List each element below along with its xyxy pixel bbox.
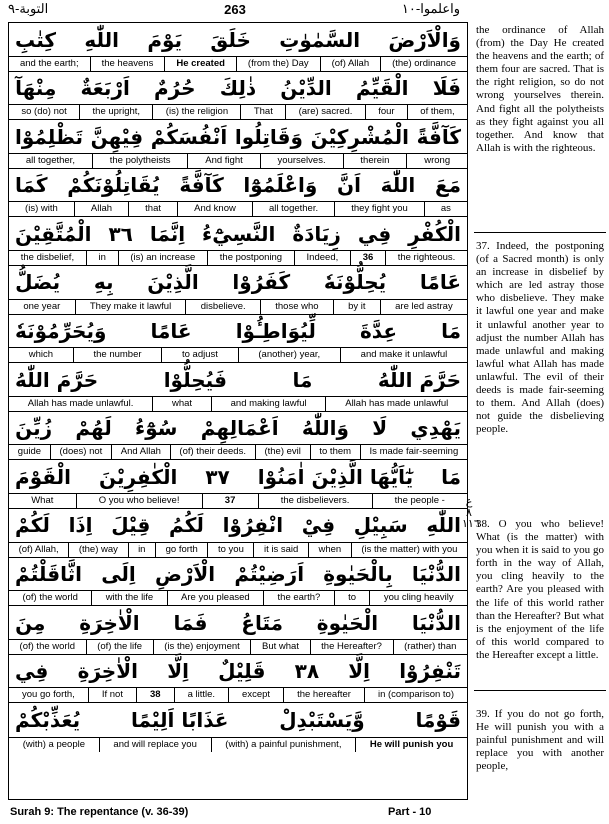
english-gloss: what [152,397,211,411]
english-gloss: the heavens [90,57,165,71]
english-gloss: (of) their deeds. [170,445,255,459]
english-gloss: the earth? [263,591,334,605]
english-gloss: the people - [372,494,468,508]
english-gloss: the Hereafter? [310,640,393,654]
english-gloss: to [334,591,370,605]
english-gloss: that [128,202,177,216]
verse-row [9,655,467,704]
english-gloss: the hereafter [283,688,364,702]
english-gloss: (from the) Day [236,57,320,71]
verse-row [9,23,467,72]
arabic-word: بِهِ [93,270,114,295]
english-gloss: (of) Allah [320,57,380,71]
arabic-word: مَتَاعُ [241,610,283,635]
english-gloss: That [240,105,285,119]
arabic-word: الْقَيِّمُ [355,76,409,101]
english-gloss: (of) the life [86,640,153,654]
english-gloss: so (do) not [21,106,67,118]
arabic-word: فَيُحِلُّوْا [163,367,227,392]
english-gloss-line [9,590,467,605]
english-gloss: in [128,543,156,557]
english-gloss: the disbelievers. [258,494,372,508]
arabic-word: عَذَابًا اَلِيْمًا [130,707,229,732]
verse-row [9,120,467,169]
verse-row [9,606,467,655]
arabic-word: اِذَا [68,513,93,538]
verse-row [9,169,467,218]
english-gloss: (of) the world [19,640,75,652]
arabic-word: مَا [292,367,313,392]
translation-divider [474,690,606,691]
arabic-word: اَنْفُسَكُمْ [150,124,228,149]
english-gloss: go forth [155,543,207,557]
arabic-word: الْحَيٰوةِ [316,610,379,635]
arabic-word: اَرْبَعَةٌ [80,76,130,101]
arabic-word: مَا [441,464,461,489]
translation-verse-37: 37. Indeed, the postponing (of a Sacred month) is only an increase in disbelief by which are led astray those who disbelieve. They make it lawful one year and make it unlawful another year to adjust the number Allah has made unlawful and making lawful what Allah has made unlawful. The evil of their deeds is made fair-seeming to them. And Allah (does) not guide the disbelieving people. [476,240,604,436]
english-gloss: (is) an increase [118,251,207,265]
arabic-word: اَنَّ [337,173,361,198]
arabic-word: اِلَى [101,562,136,587]
english-gloss: to adjust [161,348,237,362]
arabic-word: كَمَا [15,173,48,198]
english-gloss: a little. [174,688,228,702]
english-gloss: of them, [407,105,467,119]
arabic-word: يٰٓاَيُّهَا الَّذِيْنَ اٰمَنُوْا [257,464,414,489]
english-gloss-line [9,104,467,119]
arabic-word: قَلِيْلٌ [218,659,266,684]
english-gloss: the postponing [207,251,294,265]
english-gloss: by it [333,300,380,314]
arabic-word: قَوْمًا [415,707,461,732]
english-gloss-line [9,396,467,411]
english-gloss: to you [207,543,253,557]
english-gloss: all together. [252,202,334,216]
arabic-word: الْكٰفِرِيْنَ [98,464,178,489]
arabic-word: سَبِيْلِ [353,513,408,538]
english-gloss: Are you pleased [167,591,263,605]
arabic-word: فِيْ [301,513,336,538]
arabic-line [9,558,467,591]
arabic-word: الدُّنْيَا [411,610,461,635]
verse-row [9,315,467,364]
arabic-word: عَامًا [150,319,192,344]
arabic-word: الدِّيْنُ [280,76,332,101]
english-gloss-line [9,687,467,702]
arabic-word: وَيُحَرِّمُوْنَهٗ [15,319,107,344]
arabic-word: وَاللّٰهُ [301,416,349,441]
english-gloss: And Allah [111,445,170,459]
arabic-line [9,703,467,736]
english-gloss: 36 [350,251,385,265]
arabic-word: الْمُشْرِكِيْنَ [310,124,409,149]
arabic-word: عِدَّةَ [359,319,397,344]
arabic-word: عَامًا [419,270,461,295]
english-gloss: wrong [406,154,467,168]
arabic-line [9,315,467,348]
english-gloss: the disbelief, [20,251,75,263]
arabic-word: مَا [441,319,461,344]
arabic-word: ذٰلِكَ [219,76,257,101]
verse-row [9,266,467,315]
english-gloss: (rather) than [393,640,467,654]
arabic-line [9,266,467,299]
english-gloss: (is the) enjoyment [153,640,251,654]
english-gloss: and the earth; [19,57,79,69]
arabic-word: يُحِلُّوْنَهٗ [323,270,387,295]
arabic-word: يُعَذِّبْكُمْ [15,707,81,732]
arabic-word: بِالْحَيٰوةِ [323,562,393,587]
arabic-line [9,606,467,639]
arabic-word: لَكُمْ [15,513,50,538]
arabic-word: اللّٰهَ [380,173,416,198]
english-gloss: 38 [136,688,174,702]
english-gloss: He will punish you [355,738,467,752]
english-gloss-line [9,201,467,216]
english-gloss: the polytheists [92,154,188,168]
arabic-word: زِيَادَةٌ [292,221,341,246]
arabic-word: السَّمٰوٰتِ [279,27,361,52]
arabic-word: اَرَضِيْتُمْ [234,562,305,587]
english-gloss: (with) a painful punishment, [211,738,356,752]
arabic-word: حُرُمٌ [154,76,196,101]
english-gloss: in [86,251,118,265]
verse-row [9,558,467,607]
english-gloss: (does) not [50,445,111,459]
arabic-line [9,72,467,105]
english-gloss: you cling heavily [369,591,467,605]
arabic-word: اِنَّمَا [149,221,186,246]
arabic-word: الَّذِيْنَ [147,270,199,295]
juz-name-header: واعلموا-١٠ [401,2,460,17]
arabic-word: كَفَرُوْا [232,270,291,295]
english-gloss: all together, [25,154,75,166]
arabic-line [9,509,467,542]
english-gloss: And fight [187,154,259,168]
english-gloss: (with) a people [22,738,85,750]
english-gloss: (are) sacred. [285,105,365,119]
english-gloss: What [31,494,54,506]
verse-row [9,217,467,266]
english-gloss-line [9,542,467,557]
english-gloss: He created [164,57,236,71]
english-gloss-line [9,737,467,752]
verse-row [9,72,467,121]
arabic-word: وَقَاتِلُوا [234,124,303,149]
english-gloss: (the) way [68,543,127,557]
english-gloss: 37 [202,494,258,508]
english-gloss: (is the matter) with you [351,543,467,557]
arabic-word: وَّيَسْتَبْدِلْ [279,707,365,732]
english-gloss: (another) year, [238,348,340,362]
arabic-word: فَمَا [173,610,208,635]
arabic-word: كَآفَّةً [179,173,224,198]
arabic-word: كَآفَّةً [416,124,461,149]
arabic-word: يَوْمَ [147,27,183,52]
translation-verse-38: 38. O you who believe! What (is the matter) with you when it is said to you go forth in the way of Allah, you cling heavily to the earth? Are you pleased with the life of this world rather than the Hereafter? But what is the enjoyment of the life of this world compared to the Hereafter except a little. [476,518,604,661]
english-gloss: four [365,105,407,119]
arabic-word: حَرَّمَ اللّٰهُ [15,367,99,392]
arabic-word: تَظْلِمُوْا [15,124,83,149]
arabic-word: لَا [372,416,388,441]
arabic-word: مِنَ [15,610,46,635]
arabic-word: زُيِّنَ [15,416,53,441]
english-gloss: But what [250,640,309,654]
arabic-word: انْفِرُوْا [222,513,284,538]
english-gloss: and making lawful [211,397,326,411]
arabic-word: مَعَ [434,173,461,198]
english-gloss: are led astray [380,300,467,314]
english-gloss: and will replace you [99,738,211,752]
arabic-word: تَنْفِرُوْا [399,659,461,684]
arabic-word: وَاعْلَمُوْٓا [243,173,318,198]
arabic-word: الْاٰخِرَةِ [79,610,140,635]
arabic-line [9,460,467,493]
arabic-word: فِي [15,659,49,684]
english-gloss: those who [260,300,333,314]
english-gloss-line [9,299,467,314]
verse-row [9,703,467,752]
arabic-word: لَكُمُ [169,513,204,538]
english-gloss: the upright, [79,105,152,119]
surah-name-header: التوبة-٩ [8,2,49,17]
arabic-word: الْقَوْمَ [15,464,71,489]
arabic-word: لَهُمْ [75,416,112,441]
english-gloss: O you who believe! [76,494,202,508]
english-gloss: Allah [74,202,128,216]
verse-row [9,460,467,509]
arabic-word: يُقَاتِلُوْنَكُمْ [67,173,160,198]
english-gloss: guide [17,446,42,458]
translation-verse-39: 39. If you do not go forth, He will punish you with a painful punishment and will replace you with another people, [476,708,604,773]
verse-row [9,363,467,412]
arabic-word: اِلَّا [167,659,189,684]
arabic-line [9,169,467,202]
arabic-word: الْاَرْضِ [154,562,216,587]
english-gloss: the righteous. [385,251,467,265]
arabic-word: اثَّاقَلْتُمْ [15,562,82,587]
arabic-word: الْكُفْرِ [408,221,461,246]
page-footer [8,804,604,822]
english-gloss: as [424,202,467,216]
arabic-line [9,363,467,396]
english-gloss: They make it lawful [75,300,186,314]
part-number: Part - 10 [388,806,432,818]
arabic-word: اِلَّا [348,659,370,684]
english-gloss-line [9,444,467,459]
arabic-word: اَعْمَالِهِمْ [200,416,279,441]
english-gloss: Indeed, [294,251,350,265]
english-gloss: (the) ordinance [380,57,467,71]
english-gloss: it is said [253,543,307,557]
english-gloss: when [308,543,351,557]
english-gloss: Allah has made unlawful. [27,397,134,409]
arabic-word: مِنْهَآ [15,76,57,101]
english-gloss: with the life [91,591,166,605]
arabic-word: يَهْدِي [410,416,461,441]
ruku-marker: ع ٨ ١١٦ [462,495,480,530]
arabic-word: وَالْاَرْضَ [388,27,461,52]
arabic-word: فِيْهِنَّ [90,124,144,149]
translation-verse-36: the ordinance of Allah (from) the Day He created the heavens and the earth; of them four are sacred. That is the right religion, so do not wrong yourselves therein. And fight all the polytheists as they fight against you all together. And know that Allah is with the righteous. [476,24,604,154]
verse-row [9,412,467,461]
english-gloss-line [9,250,467,265]
english-gloss: one year [23,300,61,312]
arabic-word: فَلَا [432,76,461,101]
arabic-line [9,120,467,153]
arabic-word: لِّيُوَاطِـُٔوْا [235,319,316,344]
arabic-word: الْاٰخِرَةِ [77,659,138,684]
english-gloss: (is) with [25,203,58,215]
english-gloss: (the) evil [255,445,310,459]
english-gloss: (is) the religion [152,105,240,119]
english-gloss: And know [177,202,252,216]
arabic-word: اللّٰهِ [426,513,461,538]
english-gloss-line [9,347,467,362]
arabic-word: فِي [357,221,392,246]
arabic-word: ٣٨ [294,659,320,684]
english-gloss: yourselves. [260,154,343,168]
surah-reference: Surah 9: The repentance (v. 36-39) [10,806,189,818]
english-gloss-line [9,153,467,168]
english-gloss: If not [88,688,136,702]
english-gloss: which [28,349,53,361]
arabic-word: حَرَّمَ اللّٰهُ [377,367,461,392]
arabic-word: ٣٧ [205,464,230,489]
english-gloss: they fight you [334,202,424,216]
english-gloss: (of) Allah, [18,543,59,555]
arabic-word: الْمُتَّقِيْنَ [15,221,92,246]
verse-row [9,509,467,558]
english-gloss: Is made fair-seeming [360,445,467,459]
english-gloss-line [9,493,467,508]
english-gloss: the number [73,348,162,362]
translation-divider [474,232,606,233]
english-gloss: Allah has made unlawful [325,397,467,411]
english-gloss-line [9,56,467,71]
page-header [0,0,609,22]
arabic-line [9,655,467,688]
arabic-word: كِتٰبِ [15,27,56,52]
english-gloss: except [228,688,283,702]
arabic-word: النَّسِيْٓءُ [202,221,276,246]
english-gloss: and make it unlawful [340,348,467,362]
arabic-word: سُوْٓءُ [135,416,178,441]
arabic-word: قِيْلَ [111,513,151,538]
english-gloss: (of) the world [22,592,78,604]
english-gloss: in (comparison to) [364,688,467,702]
page-number: 263 [224,2,246,17]
arabic-line [9,23,467,56]
english-gloss: you go forth, [22,689,75,701]
arabic-word: ٣٦ [108,221,133,246]
english-gloss: disbelieve. [185,300,259,314]
arabic-word: خَلَقَ [210,27,251,52]
arabic-word: اللّٰهِ [84,27,119,52]
english-gloss-line [9,639,467,654]
english-gloss: to them [310,445,360,459]
english-gloss: therein [343,154,407,168]
arabic-line [9,412,467,445]
word-by-word-grid [8,22,468,800]
arabic-word: يُضَلُّ [15,270,61,295]
arabic-word: الدُّنْيَا [411,562,461,587]
arabic-line [9,217,467,250]
